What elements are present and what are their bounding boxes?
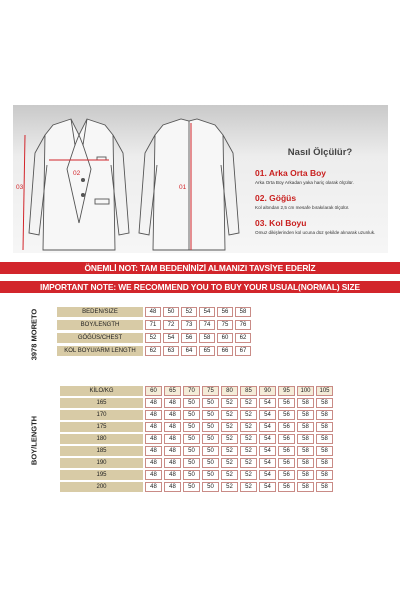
size-cell: 58: [316, 446, 333, 456]
height-label: 185: [60, 446, 143, 456]
table-cell: 52: [145, 333, 161, 343]
step-title: 01. Arka Orta Boy: [255, 168, 327, 178]
table-cell: 73: [181, 320, 197, 330]
row-label: BEDEN/SIZE: [57, 307, 143, 317]
size-cell: 50: [202, 458, 219, 468]
size-cell: 58: [297, 410, 314, 420]
table-cell: 60: [217, 333, 233, 343]
table-cell: 58: [235, 307, 251, 317]
size-cell: 58: [297, 446, 314, 456]
size-cell: 48: [164, 446, 181, 456]
measurement-table: [55, 304, 253, 359]
weight-header: 100: [297, 386, 314, 396]
table-cell: 50: [163, 307, 179, 317]
size-cell: 52: [240, 482, 257, 492]
table-cell: 67: [235, 346, 251, 356]
step-3: [255, 218, 385, 236]
size-cell: 56: [278, 398, 295, 408]
table-cell: 66: [217, 346, 233, 356]
size-cell: 50: [202, 446, 219, 456]
size-cell: 52: [221, 446, 238, 456]
step-description: Kol altından 2,5 cm mesafe bırakılarak ölçülür.: [255, 204, 350, 210]
size-cell: 56: [278, 482, 295, 492]
size-cell: 56: [278, 410, 295, 420]
size-cell: 52: [240, 434, 257, 444]
size-cell: 52: [221, 434, 238, 444]
size-cell: 50: [183, 410, 200, 420]
weight-header: 90: [259, 386, 276, 396]
table-row: [57, 333, 251, 343]
height-label: 170: [60, 410, 143, 420]
size-cell: 58: [297, 458, 314, 468]
weight-header: 85: [240, 386, 257, 396]
table-row: [60, 434, 333, 444]
size-cell: 50: [202, 470, 219, 480]
size-cell: 54: [259, 434, 276, 444]
size-cell: 48: [145, 434, 162, 444]
step-title: 02. Göğüs: [255, 192, 297, 203]
size-cell: 54: [259, 422, 276, 432]
size-cell: 52: [221, 398, 238, 408]
size-cell: 54: [259, 398, 276, 408]
size-cell: 48: [145, 470, 162, 480]
table-row: [60, 410, 333, 420]
size-grid: [58, 384, 335, 494]
weight-header: 80: [221, 386, 238, 396]
how-to-title: Nasıl Ölçülür?: [287, 147, 353, 158]
table-cell: 48: [145, 307, 161, 317]
size-cell: 56: [278, 446, 295, 456]
size-cell: 52: [221, 458, 238, 468]
table-row: [60, 422, 333, 432]
size-cell: 58: [297, 398, 314, 408]
size-cell: 50: [202, 410, 219, 420]
table-cell: 75: [217, 320, 233, 330]
size-cell: 58: [316, 410, 333, 420]
size-cell: 54: [259, 410, 276, 420]
size-cell: 48: [145, 422, 162, 432]
size-cell: 54: [259, 458, 276, 468]
table-cell: 74: [199, 320, 215, 330]
size-cell: 56: [278, 470, 295, 480]
measurement-diagram: [13, 105, 388, 253]
size-cell: 52: [240, 458, 257, 468]
size-cell: 52: [240, 470, 257, 480]
size-cell: 48: [164, 398, 181, 408]
table-cell: 76: [235, 320, 251, 330]
table-cell: 72: [163, 320, 179, 330]
size-cell: 52: [221, 470, 238, 480]
size-cell: 56: [278, 422, 295, 432]
table-cell: 71: [145, 320, 161, 330]
size-cell: 50: [202, 398, 219, 408]
size-cell: 52: [221, 410, 238, 420]
size-cell: 48: [145, 398, 162, 408]
step-1: [255, 168, 385, 186]
size-cell: 52: [240, 422, 257, 432]
notice-turkish: ÖNEMLİ NOT: TAM BEDENİNİZİ ALMANIZI TAVSİYE EDERİZ: [0, 262, 400, 274]
step-title: 03. Kol Boyu: [255, 217, 307, 228]
size-cell: 48: [145, 410, 162, 420]
size-cell: 58: [316, 458, 333, 468]
weight-header-row: [60, 386, 333, 396]
height-label: 190: [60, 458, 143, 468]
front-jacket-icon: [29, 119, 129, 250]
size-cell: 50: [183, 482, 200, 492]
table-row: [60, 398, 333, 408]
table-row: [60, 470, 333, 480]
size-cell: 58: [316, 422, 333, 432]
size-cell: 48: [145, 446, 162, 456]
size-cell: 52: [240, 398, 257, 408]
size-cell: 50: [183, 434, 200, 444]
size-cell: 58: [316, 482, 333, 492]
size-cell: 56: [278, 458, 295, 468]
step-2: [255, 193, 385, 211]
table-cell: 63: [163, 346, 179, 356]
size-cell: 58: [316, 398, 333, 408]
table-cell: 58: [199, 333, 215, 343]
table-row: [57, 307, 251, 317]
step-description: Omuz dikişlerinden kol ucuna düz şekilde alınarak uzunluk.: [255, 229, 376, 235]
size-cell: 58: [316, 434, 333, 444]
size-cell: 52: [221, 482, 238, 492]
weight-header: 105: [316, 386, 333, 396]
size-cell: 58: [316, 470, 333, 480]
table-cell: 65: [199, 346, 215, 356]
size-cell: 50: [183, 470, 200, 480]
size-cell: 50: [183, 398, 200, 408]
size-cell: 54: [259, 482, 276, 492]
size-cell: 50: [202, 434, 219, 444]
row-label: GÖĞÜS/CHEST: [57, 333, 143, 343]
size-cell: 48: [164, 482, 181, 492]
weight-header: 60: [145, 386, 162, 396]
size-cell: 52: [240, 410, 257, 420]
size-cell: 54: [259, 446, 276, 456]
notice-english: IMPORTANT NOTE: WE RECOMMEND YOU TO BUY YOUR USUAL(NORMAL) SIZE: [0, 281, 400, 293]
marker-02: 02: [73, 170, 81, 177]
size-cell: 58: [297, 422, 314, 432]
weight-header: 65: [164, 386, 181, 396]
corner-label: KİLO/KG: [60, 386, 143, 396]
size-cell: 48: [145, 482, 162, 492]
marker-03: 03: [16, 184, 24, 191]
size-cell: 52: [221, 422, 238, 432]
how-to-measure: [255, 147, 385, 236]
table-row: [60, 482, 333, 492]
size-cell: 48: [164, 470, 181, 480]
table-cell: 62: [145, 346, 161, 356]
size-cell: 58: [297, 482, 314, 492]
size-cell: 48: [164, 410, 181, 420]
size-cell: 50: [202, 482, 219, 492]
weight-header: 95: [278, 386, 295, 396]
back-jacket-icon: [139, 119, 239, 250]
row-label: KOL BOYU/ARM LENGTH: [57, 346, 143, 356]
size-cell: 58: [297, 434, 314, 444]
height-label: 200: [60, 482, 143, 492]
table-cell: 54: [163, 333, 179, 343]
height-label: 175: [60, 422, 143, 432]
table-row: [60, 446, 333, 456]
table-row: [60, 458, 333, 468]
size-cell: 50: [183, 446, 200, 456]
size-cell: 52: [240, 446, 257, 456]
row-label: BOY/LENGTH: [57, 320, 143, 330]
table-cell: 56: [217, 307, 233, 317]
size-cell: 50: [183, 458, 200, 468]
table-cell: 54: [199, 307, 215, 317]
size-cell: 58: [297, 470, 314, 480]
table-cell: 52: [181, 307, 197, 317]
marker-01: 01: [179, 184, 187, 191]
table-row: [57, 320, 251, 330]
length-axis-label: BOY/LENGTH: [29, 415, 39, 466]
height-label: 180: [60, 434, 143, 444]
model-label: 3978 MORETO: [29, 308, 39, 361]
size-cell: 50: [183, 422, 200, 432]
height-label: 165: [60, 398, 143, 408]
table-row: [57, 346, 251, 356]
size-cell: 56: [278, 434, 295, 444]
size-cell: 54: [259, 470, 276, 480]
size-cell: 50: [202, 422, 219, 432]
size-cell: 48: [164, 458, 181, 468]
table-cell: 64: [181, 346, 197, 356]
height-label: 195: [60, 470, 143, 480]
size-cell: 48: [164, 422, 181, 432]
size-cell: 48: [145, 458, 162, 468]
weight-header: 75: [202, 386, 219, 396]
table-cell: 56: [181, 333, 197, 343]
table-cell: 62: [235, 333, 251, 343]
step-description: Arka Orta Boy Arkadan yaka hariç olarak ölçülür.: [255, 180, 354, 185]
size-cell: 48: [164, 434, 181, 444]
weight-header: 70: [183, 386, 200, 396]
